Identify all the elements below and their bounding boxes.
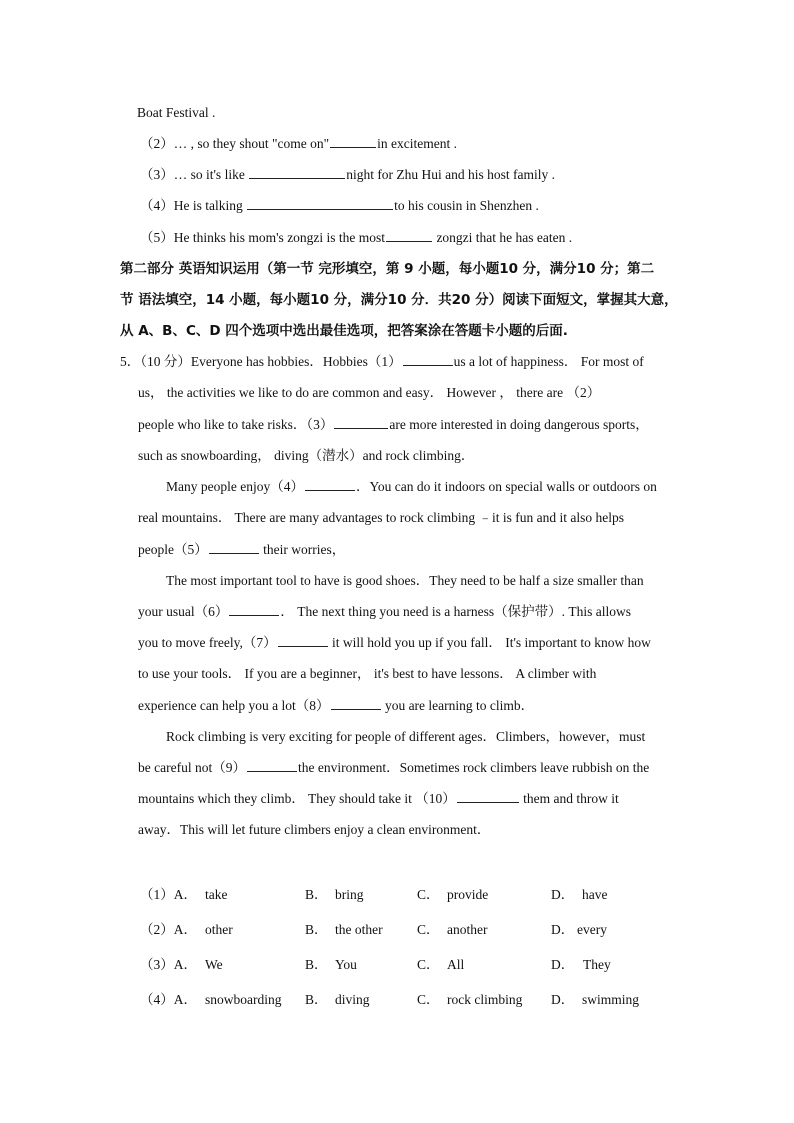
option-number: （1）A．: [140, 887, 197, 902]
options-row-2: [140, 920, 660, 940]
option-d-letter: D．: [551, 957, 575, 972]
option-a[interactable]: We: [205, 957, 223, 972]
q5-line-15: mountains which they climb． They should take it （10） them and throw it: [138, 791, 619, 806]
option-d[interactable]: swimming: [582, 992, 640, 1007]
q4-line-boat-festival: Boat Festival .: [137, 105, 216, 120]
q5-line-2: us， the activities we like to do are common and easy． However ， there are （2）: [138, 385, 601, 400]
option-number: （4）A．: [140, 992, 197, 1007]
option-number: （2）A．: [140, 922, 197, 937]
option-a[interactable]: snowboarding: [205, 992, 282, 1007]
q5-line-3: people who like to take risks．（3） are more interested in doing dangerous sports，: [138, 417, 649, 432]
answer-blank[interactable]: [330, 134, 376, 148]
part2-heading-line3: 从 A、B、C、D 四个选项中选出最佳选项，把答案涂在答题卡小题的后面.: [120, 323, 568, 339]
blank-4[interactable]: [305, 477, 355, 491]
option-c[interactable]: provide: [447, 887, 489, 902]
q5-line-14: be careful not（9） the environment．Sometimes rock climbers leave rubbish on the: [138, 760, 650, 775]
blank-10[interactable]: [457, 789, 519, 803]
option-d[interactable]: have: [582, 887, 608, 902]
options-row-4: [140, 990, 660, 1010]
q5-line-7: people（5） their worries，: [138, 542, 346, 557]
options-row-1: [140, 885, 660, 905]
q4-item-3: （3）… so it's like night for Zhu Hui and his host family .: [140, 167, 556, 182]
option-c[interactable]: rock climbing: [447, 992, 523, 1007]
q4-item-4: （4）He is talking to his cousin in Shenzhen .: [140, 198, 539, 213]
q5-line-10: you to move freely,（7） it will hold you up if you fall． It's important to know how: [138, 635, 651, 650]
option-d-letter: D．: [551, 992, 575, 1007]
blank-9[interactable]: [247, 758, 297, 772]
option-d-letter: D．: [551, 887, 575, 902]
option-c-letter: C．: [417, 992, 440, 1007]
option-c[interactable]: All: [447, 957, 465, 972]
option-b-letter: B．: [305, 992, 328, 1007]
option-a[interactable]: other: [205, 922, 233, 937]
q4-item-2: （2）… , so they shout "come on" in excitement .: [140, 136, 457, 151]
option-c[interactable]: another: [447, 922, 488, 937]
answer-blank[interactable]: [247, 196, 393, 210]
option-number: （3）A．: [140, 957, 197, 972]
q5-line-11: to use your tools． If you are a beginner， it's best to have lessons． A climber with: [138, 666, 597, 681]
q5-line-8: The most important tool to have is good shoes．They need to be half a size smaller than: [166, 573, 644, 588]
part2-heading-line1: 第二部分 英语知识运用（第一节 完形填空，第 9 小题，每小题10 分，满分10 分；第二: [120, 261, 655, 277]
blank-7[interactable]: [278, 633, 328, 647]
answer-blank[interactable]: [249, 165, 345, 179]
blank-1[interactable]: [403, 352, 453, 366]
q5-line-16: away．This will let future climbers enjoy a clean environment．: [138, 822, 491, 837]
option-d[interactable]: They: [583, 957, 611, 972]
option-b-letter: B．: [305, 922, 328, 937]
q4-item-5: （5）He thinks his mom's zongzi is the most zongzi that he has eaten .: [140, 230, 573, 245]
option-c-letter: C．: [417, 887, 440, 902]
blank-3[interactable]: [334, 415, 388, 429]
option-b[interactable]: bring: [335, 887, 364, 902]
q5-line-5: Many people enjoy（4） ．You can do it indoors on special walls or outdoors on: [166, 479, 657, 494]
q5-line-6: real mountains． There are many advantages to rock climbing ﹣it is fun and it also helps: [138, 510, 624, 525]
blank-5[interactable]: [209, 540, 259, 554]
q5-line-1: 5．（10 分）Everyone has hobbies．Hobbies（1） us a lot of happiness． For most of: [120, 354, 644, 369]
option-b[interactable]: the other: [335, 922, 383, 937]
option-b-letter: B．: [305, 887, 328, 902]
options-row-3: [140, 955, 660, 975]
q5-line-13: Rock climbing is very exciting for people of different ages．Climbers，however，must: [166, 729, 646, 744]
option-d-letter: D．: [551, 922, 575, 937]
option-b[interactable]: You: [335, 957, 357, 972]
answer-blank[interactable]: [386, 228, 432, 242]
option-a[interactable]: take: [205, 887, 228, 902]
q5-line-12: experience can help you a lot（8） you are learning to climb．: [138, 698, 535, 713]
part2-heading-line2: 节 语法填空，14 小题，每小题10 分，满分10 分．共20 分）阅读下面短文，掌握其大意，: [120, 292, 678, 308]
option-b-letter: B．: [305, 957, 328, 972]
q5-line-4: such as snowboarding， diving（潜水）and rock climbing．: [138, 448, 475, 463]
option-b[interactable]: diving: [335, 992, 370, 1007]
blank-6[interactable]: [229, 602, 279, 616]
option-d[interactable]: every: [577, 922, 607, 937]
blank-8[interactable]: [331, 696, 381, 710]
option-c-letter: C．: [417, 957, 440, 972]
option-c-letter: C．: [417, 922, 440, 937]
q5-line-9: your usual（6） ． The next thing you need is a harness（保护带）. This allows: [138, 604, 631, 619]
